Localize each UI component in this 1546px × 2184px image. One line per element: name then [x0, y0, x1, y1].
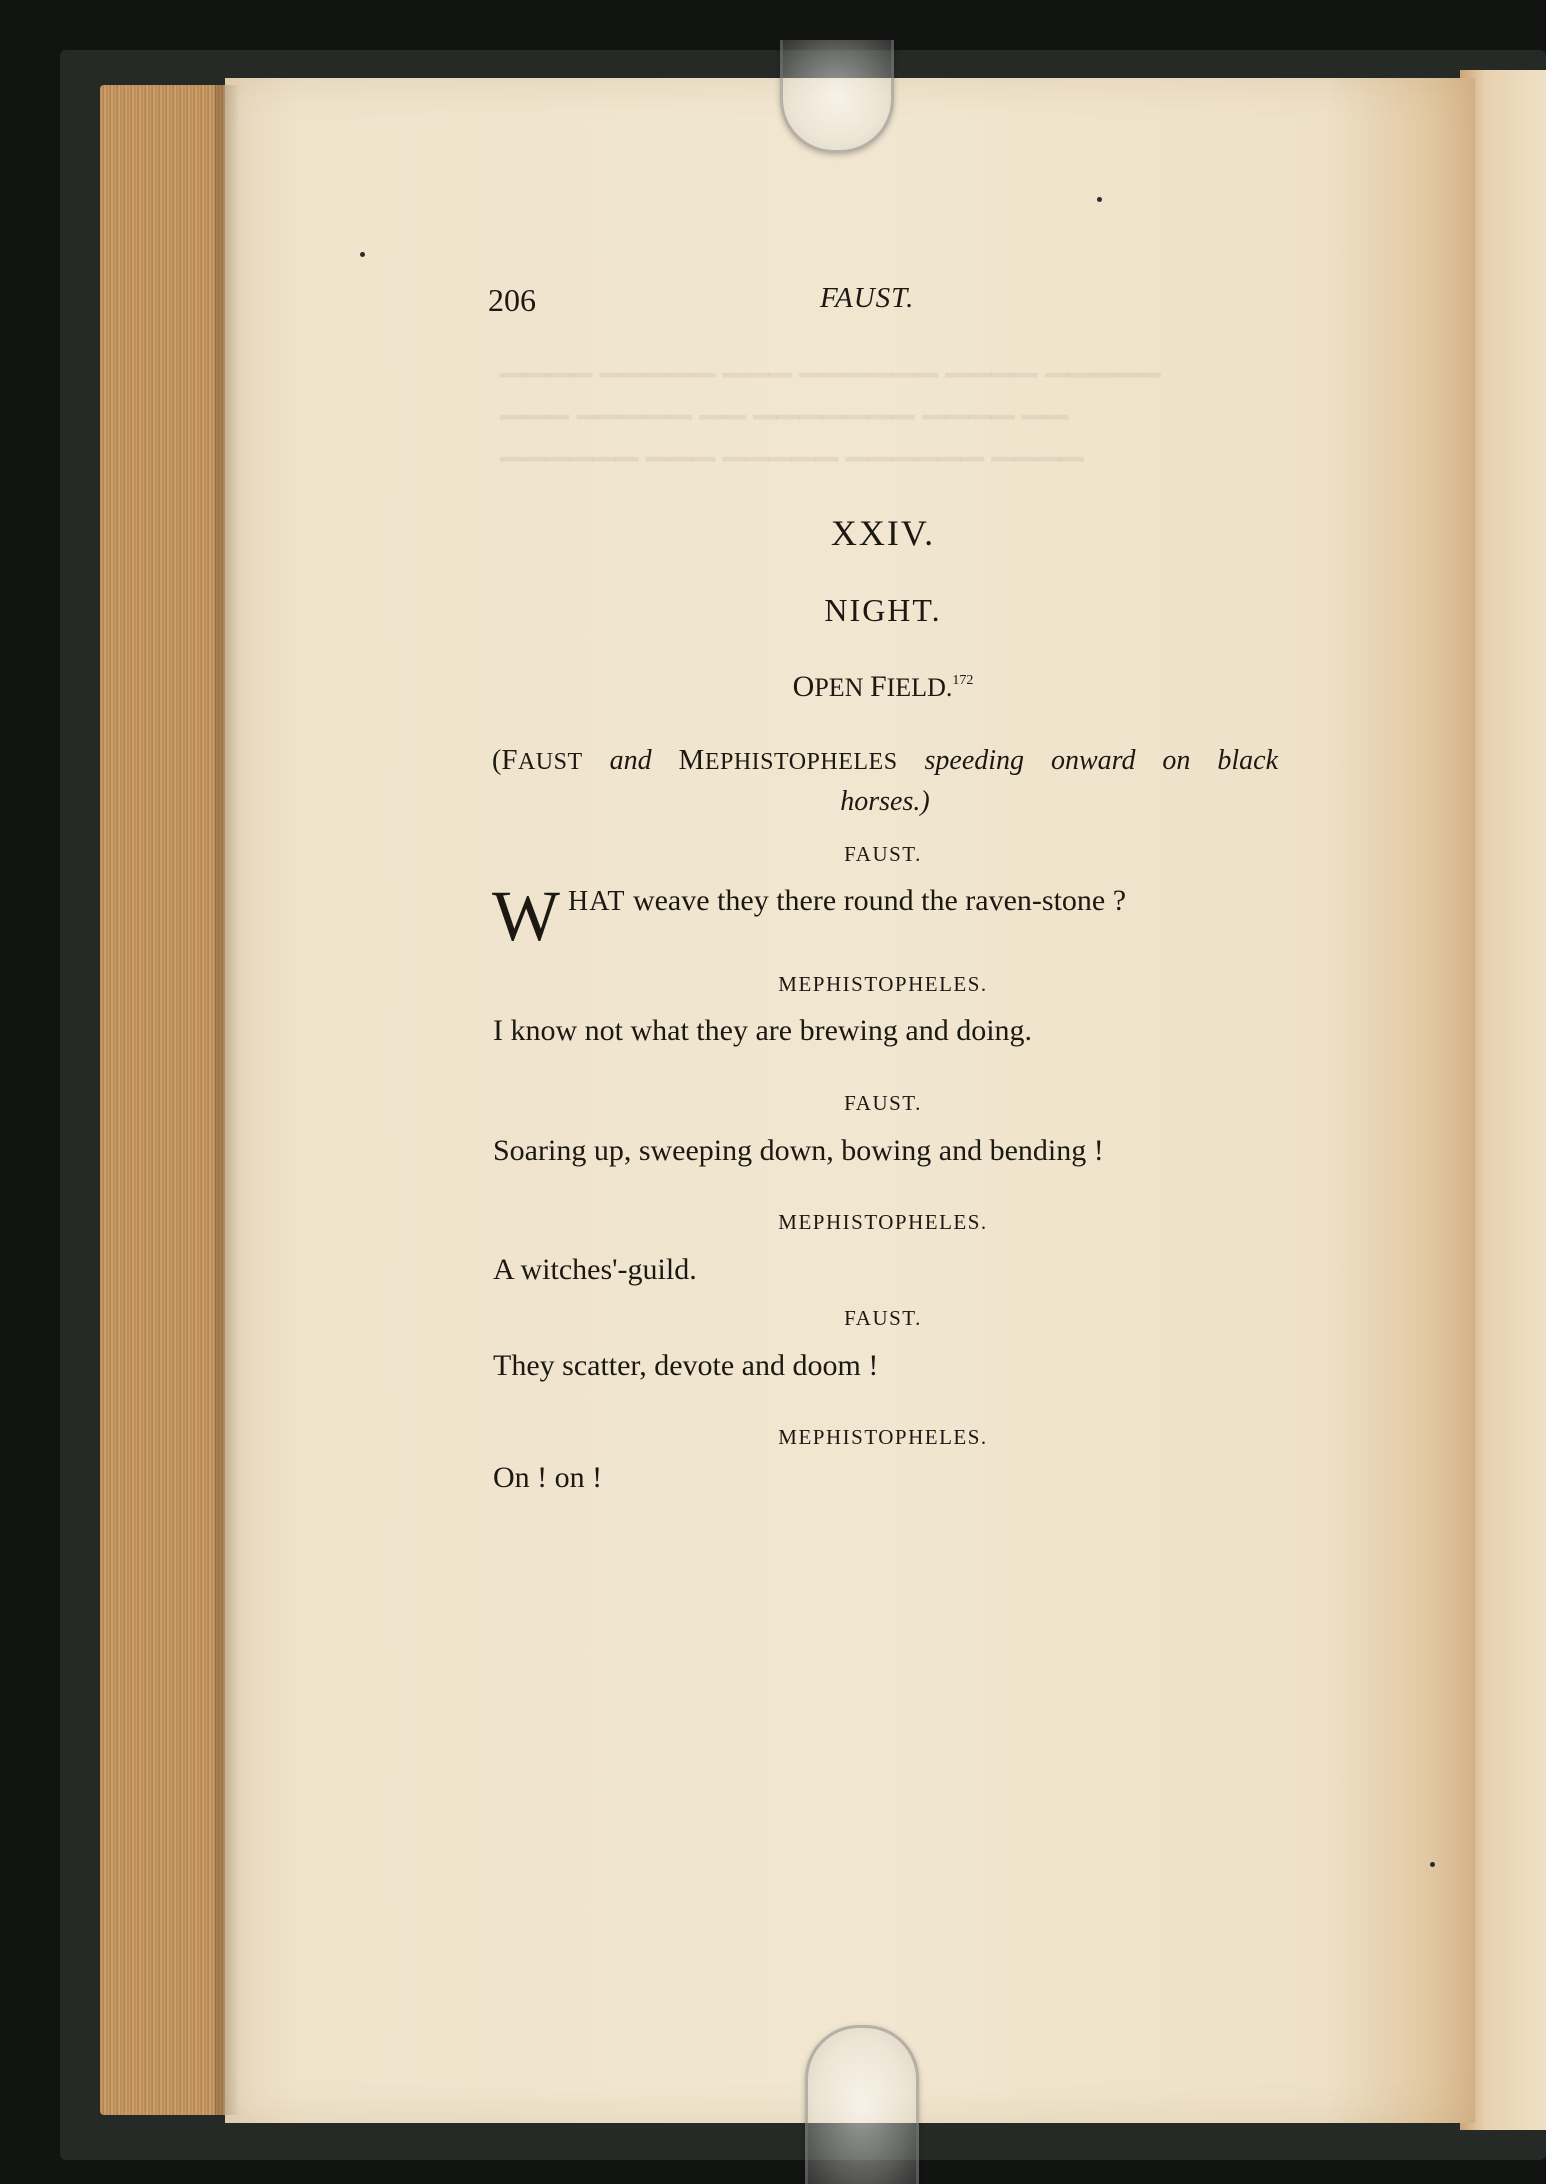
scene-title-part: PEN [814, 673, 870, 702]
scene-title-part: IELD. [886, 673, 953, 702]
speech-line: On ! on ! [493, 1461, 603, 1494]
page-number: 206 [488, 282, 536, 318]
page-clip-bottom [805, 2025, 919, 2184]
stage-action-end: horses.) [840, 786, 930, 817]
show-through-texture: ▁▁▁▁ ▁▁▁▁▁ ▁▁▁ ▁▁▁▁▁▁ ▁▁▁▁ ▁▁▁▁▁ ▁▁▁ ▁▁▁▁▁ ▁▁ ▁▁▁▁▁▁▁ ▁▁▁▁ ▁▁ ▁▁▁▁▁▁ ▁▁▁ ▁▁▁▁▁ ▁▁▁▁▁▁ ▁▁▁▁ [500, 344, 1161, 461]
chapter-number: XXIV. [830, 513, 936, 553]
footnote-reference: 172 [952, 673, 974, 688]
name-rest: AUST [517, 749, 583, 775]
paren-open: ( [492, 745, 502, 776]
speech-caps: HAT [568, 886, 626, 917]
page-clip-top [780, 40, 894, 153]
speech-line: They scatter, devote and doom ! [493, 1349, 879, 1382]
scene-title-initial: O [792, 670, 815, 703]
stage-direction [492, 740, 1278, 822]
drop-cap: W [492, 876, 560, 956]
running-title: FAUST. [820, 282, 915, 314]
speech-line: I know not what they are brewing and doing. [493, 1014, 1033, 1047]
speaker-label: FAUST. [844, 1091, 922, 1115]
gutter-shadow [215, 85, 240, 2115]
name-initial: M [678, 744, 705, 776]
stage-and: and [609, 745, 652, 776]
running-head [488, 282, 1288, 322]
speech-text: weave they there round the raven-stone ? [625, 884, 1127, 917]
chapter-title: NIGHT. [824, 592, 942, 628]
speech-line: Soaring up, sweeping down, bowing and bending ! [493, 1134, 1104, 1167]
name-rest: EPHISTOPHELES [704, 749, 898, 775]
scene-title-initial: F [869, 670, 887, 703]
dust-speck [1097, 197, 1102, 202]
character-name-faust [501, 744, 583, 776]
character-name-mephistopheles [678, 744, 898, 776]
speech-line: A witches'-guild. [493, 1253, 697, 1286]
speaker-label: MEPHISTOPHELES. [778, 1425, 988, 1449]
speaker-label: FAUST. [844, 1306, 922, 1330]
speaker-label: FAUST. [844, 842, 922, 866]
scene-title [488, 670, 1278, 704]
dust-speck [360, 252, 365, 257]
name-initial: F [501, 744, 518, 776]
speaker-label: MEPHISTOPHELES. [778, 972, 988, 996]
stage-action: speeding onward on black [924, 745, 1279, 776]
speech-line [568, 884, 1126, 918]
dust-speck [1430, 1862, 1435, 1867]
speaker-label: MEPHISTOPHELES. [778, 1210, 988, 1234]
